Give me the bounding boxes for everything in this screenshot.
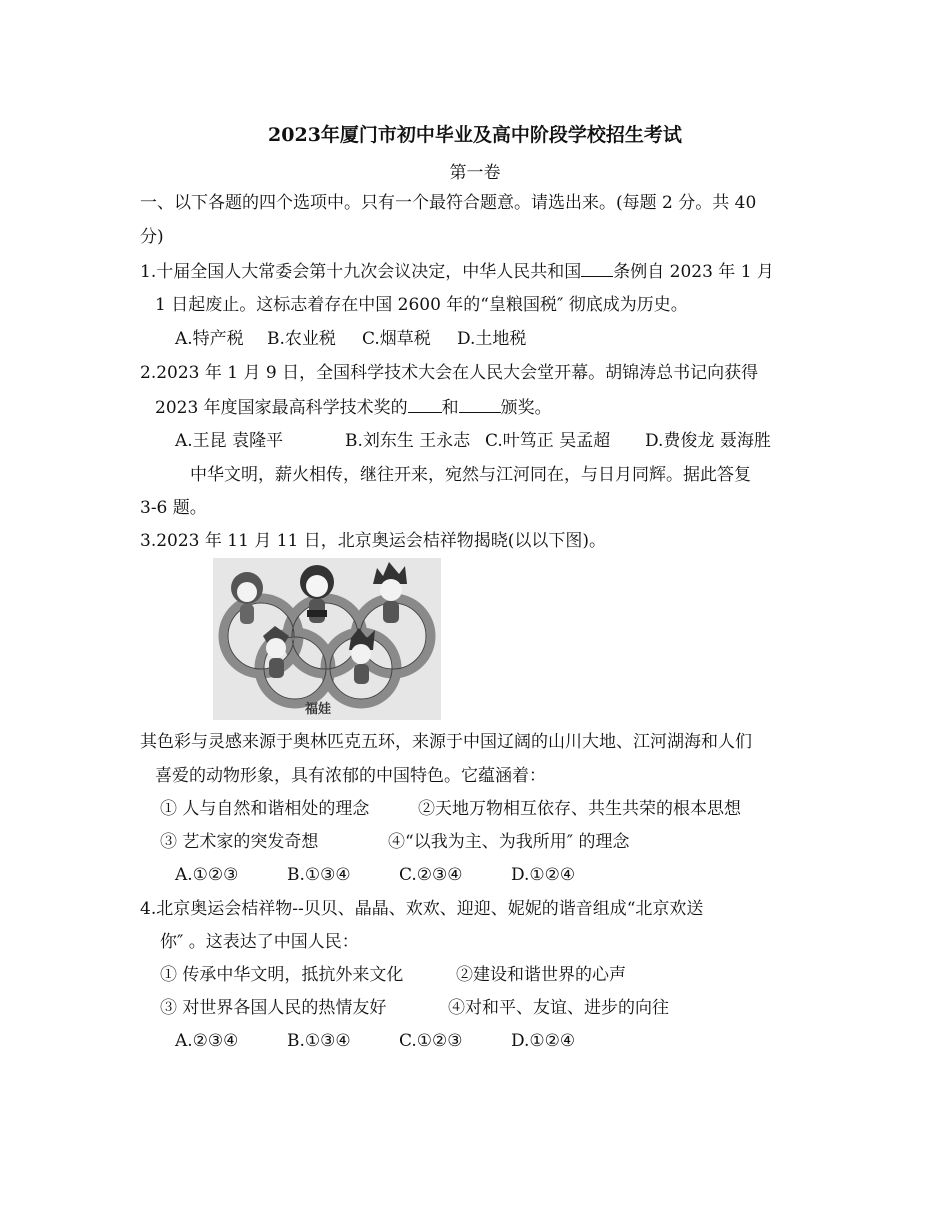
- option-a: A.王昆 袁隆平: [175, 431, 284, 451]
- exam-title: 2023年厦门市初中毕业及高中阶段学校招生考试: [268, 124, 682, 146]
- option-d: D.①②④: [511, 865, 576, 885]
- answer-blank: [581, 260, 613, 277]
- question-2-text-a: 2023 年度国家最高科学技术奖的: [155, 398, 408, 418]
- question-2-options: [175, 430, 771, 452]
- question-1-text-a: 1.十届全国人大常委会第十九次会议决定，中华人民共和国: [140, 262, 582, 282]
- figure-caption: 福娃: [305, 702, 332, 717]
- question-1-text-b: 条例自 2023 年 1 月: [613, 262, 774, 282]
- option-c: C.叶笃正 吴孟超: [485, 431, 611, 451]
- question-3-body1: 其色彩与灵感来源于奥林匹克五环，来源于中国辽阔的山川大地、江河湖海和人们: [140, 732, 752, 752]
- question-3-statements-row1: [160, 798, 741, 820]
- statement-2: ②天地万物相互依存、共生共荣的根本思想: [418, 799, 741, 819]
- question-1-options: [175, 328, 526, 350]
- statement-3: ③ 对世界各国人民的热情友好: [160, 998, 387, 1018]
- statement-3: ③ 艺术家的突发奇想: [160, 832, 319, 852]
- option-c: C.②③④: [399, 865, 463, 885]
- statement-2: ②建设和谐世界的心声: [456, 965, 626, 985]
- option-c: C.①②③: [399, 1031, 463, 1051]
- option-b: B.①③④: [287, 865, 351, 885]
- question-4-statements-row2: [160, 997, 669, 1019]
- question-1-line2: 1 日起废止。这标志着存在中国 2600 年的“皇粮国税″ 彻底成为历史。: [155, 295, 688, 315]
- fuwa-illustration: [213, 558, 441, 720]
- question-3-line1: 3.2023 年 11 月 11 日，北京奥运会桔祥物揭晓(以以下图)。: [140, 531, 607, 551]
- question-4-line1: 4.北京奥运会桔祥物--贝贝、晶晶、欢欢、迎迎、妮妮的谐音组成“北京欢送: [140, 899, 704, 919]
- option-b: B.①③④: [287, 1031, 351, 1051]
- answer-blank: [408, 396, 442, 413]
- question-3-body2: 喜爱的动物形象，具有浓郁的中国特色。它蕴涵着：: [155, 766, 546, 786]
- section-instructions-line1: 一、以下各题的四个选项中。只有一个最符合题意。请选出来。(每题 2 分。共 40: [140, 193, 757, 213]
- intro-line2: 3-6 题。: [140, 498, 207, 518]
- answer-blank: [459, 396, 501, 413]
- option-a: A.①②③: [175, 865, 239, 885]
- statement-1: ① 人与自然和谐相处的理念: [160, 799, 370, 819]
- option-d: D.①②④: [511, 1031, 576, 1051]
- option-a: A.②③④: [175, 1031, 239, 1051]
- exam-subtitle: 第一卷: [449, 163, 501, 183]
- section-instructions-line2: 分): [140, 227, 164, 247]
- question-3-options: [175, 864, 575, 886]
- intro-line1: 中华文明，薪火相传，继往开来，宛然与江河同在，与日月同辉。据此答复: [190, 465, 751, 485]
- question-2-line2: [155, 396, 552, 419]
- question-4-statements-row1: [160, 964, 626, 986]
- question-2-text-c: 颁奖。: [500, 398, 552, 418]
- option-a: A.特产税: [175, 329, 244, 349]
- option-b: B.刘东生 王永志: [345, 431, 471, 451]
- option-c: C.烟草税: [362, 329, 431, 349]
- fuwa-mascot-image: [213, 558, 441, 720]
- statement-4: ④“以我为主、为我所用″ 的理念: [388, 832, 630, 852]
- question-2-text-b: 和: [441, 398, 459, 418]
- question-2-line1: 2.2023 年 1 月 9 日，全国科学技术大会在人民大会堂开幕。胡锦涛总书记向获得: [140, 363, 759, 383]
- option-d: D.费俊龙 聂海胜: [645, 431, 771, 451]
- question-3-statements-row2: [160, 831, 629, 853]
- option-d: D.土地税: [457, 329, 527, 349]
- statement-4: ④对和平、友谊、进步的向往: [448, 998, 669, 1018]
- question-4-options: [175, 1030, 575, 1052]
- question-4-line2: 你″ 。这表达了中国人民：: [160, 932, 359, 952]
- question-1-line1: [140, 260, 774, 283]
- option-b: B.农业税: [267, 329, 336, 349]
- statement-1: ① 传承中华文明，抵抗外来文化: [160, 965, 404, 985]
